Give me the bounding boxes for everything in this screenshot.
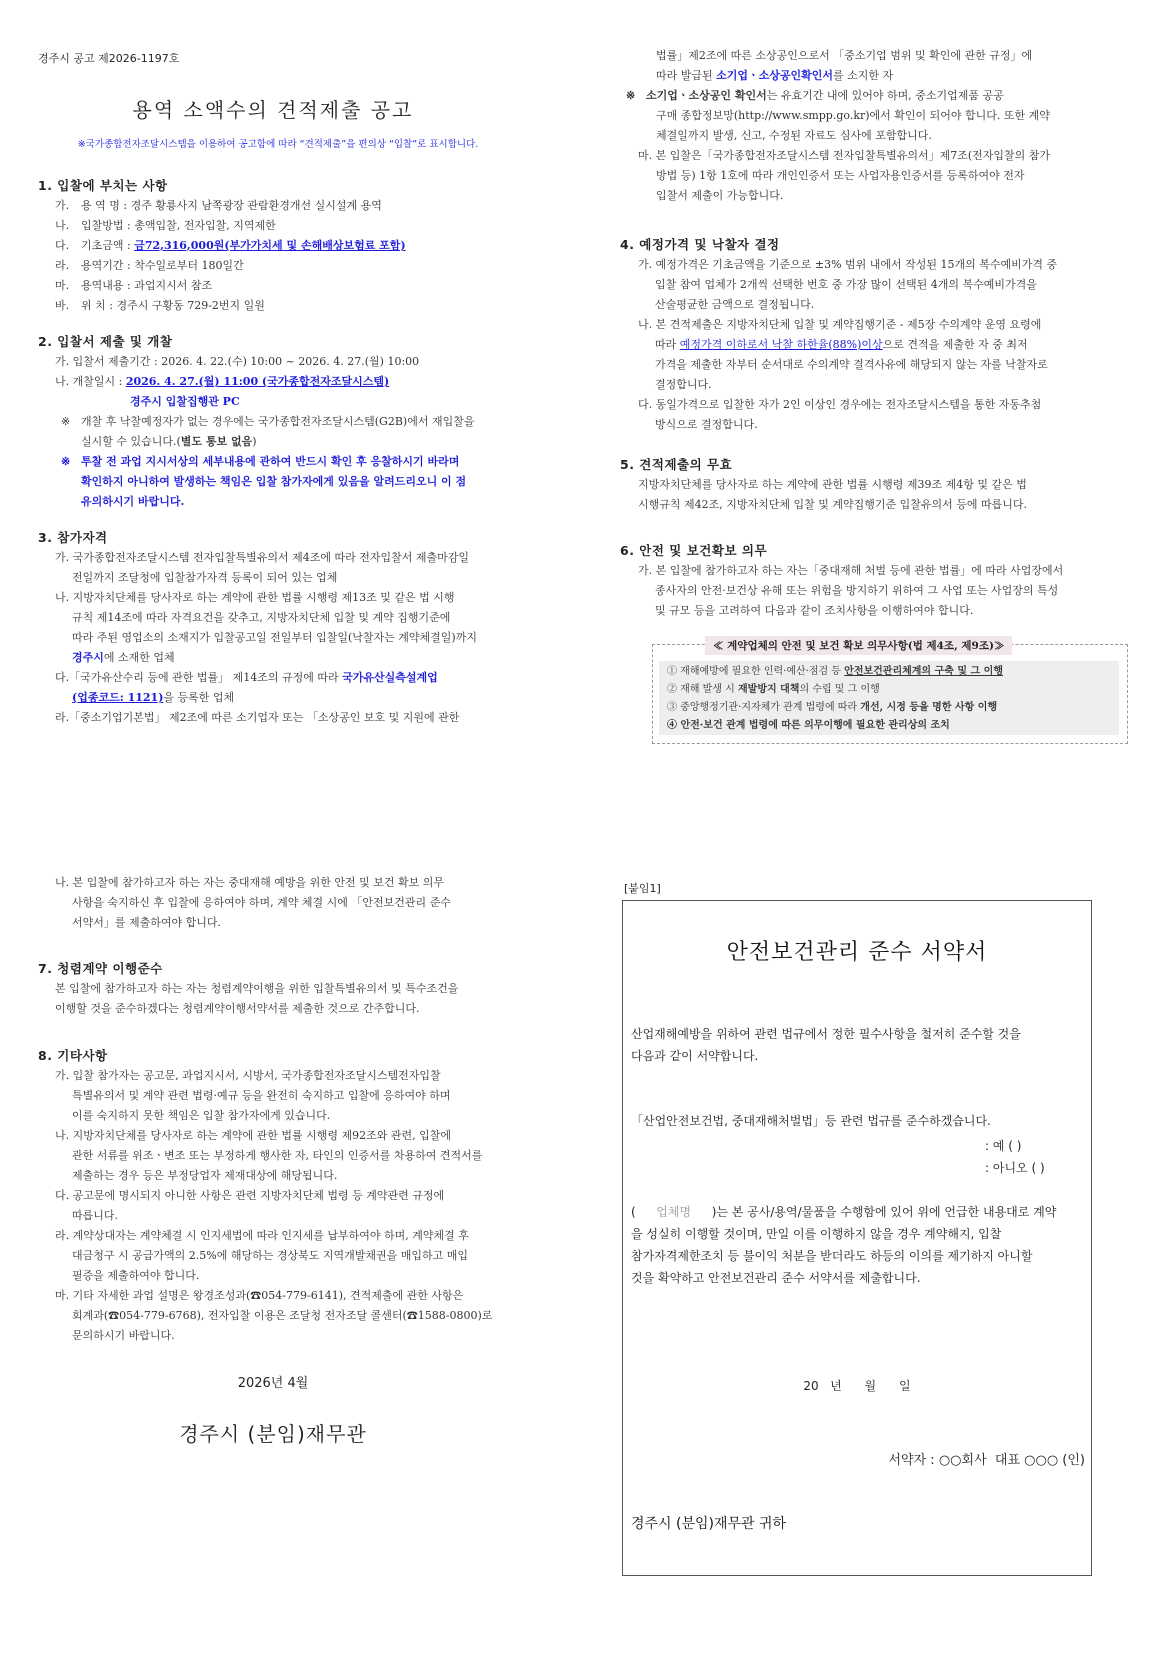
section-1-heading: 1. 입찰에 부치는 사항 bbox=[38, 178, 168, 193]
sme-note: 는 유효기간 내에 있어야 하며, 중소기업제품 공공 bbox=[766, 89, 1004, 102]
misc-ga-cont: 특별유의서 및 계약 관련 법령·예규 등을 완전히 숙지하고 입찰에 응하여야 하며 bbox=[72, 1089, 451, 1102]
pledge-intro-line: 산업재해예방을 위하여 관련 법규에서 정한 필수사항을 철저히 준수할 것을 bbox=[631, 1027, 1021, 1041]
pledge-body-line: 참가자격제한조치 등 불이익 처분을 받더라도 하등의 이의를 제기하지 아니할 bbox=[631, 1249, 1033, 1263]
region-name: 경주시 bbox=[72, 651, 104, 664]
safety-ga-cont: 및 규모 등을 고려하여 다음과 같이 조치사항을 이행하여야 합니다. bbox=[655, 604, 974, 617]
misc-ma: 마. 기타 자세한 과업 설명은 왕경조성과(☎054-779-6141), 견적제출에 관한 사항은 bbox=[55, 1289, 464, 1302]
qualification-na-cont: 규칙 제14조에 따라 자격요건을 갖추고, 지방자치단체 입찰 및 계약 집행기준에 bbox=[72, 611, 451, 624]
paren-open: ( bbox=[631, 1205, 636, 1219]
section-3-body bbox=[55, 548, 535, 728]
pledge-recipient: 경주시 (분임)재무관 귀하 bbox=[631, 1516, 787, 1532]
qualification-da: 다.「국가유산수리 등에 관한 법률」 제14조의 규정에 따라 bbox=[55, 671, 343, 684]
sme-note-line2: 구매 종합정보망(http://www.smpp.go.kr)에서 확인이 되어야 합니다. 또한 계약 bbox=[656, 109, 1050, 122]
safety-na-line: 사항을 숙지하신 후 입찰에 응하여야 하며, 계약 체결 시에 「안전보건관리 준수 bbox=[72, 896, 451, 909]
no-notice-text: 별도 통보 없음 bbox=[180, 435, 253, 448]
safety-item-text: ② 재해 발생 시 bbox=[667, 684, 739, 695]
note-mark: ※ bbox=[61, 415, 71, 428]
service-location: 위 치 : 경주시 구황동 729-2번지 일원 bbox=[81, 299, 265, 312]
note-mark: ※ bbox=[626, 89, 636, 102]
sme-certificate: 소기업ㆍ소상공인확인서 bbox=[716, 69, 834, 82]
pledge-date[interactable]: 20 년 월 일 bbox=[803, 1379, 911, 1393]
price-ga-cont: 입찰 참여 업체가 2개씩 선택한 번호 중 가장 많이 선택된 4개의 복수예비가격을 bbox=[655, 278, 1037, 291]
sme-note-line3: 체결일까지 발생, 신고, 수정된 자료도 심사에 포함합니다. bbox=[656, 129, 932, 142]
notice-date: 2026년 4월 bbox=[237, 1376, 309, 1391]
section-2-body bbox=[55, 352, 535, 512]
qualification-na: 나. 지방자치단체를 당사자로 하는 계약에 관한 법률 시행령 제13조 및 같은 법 시행 bbox=[55, 591, 455, 604]
license-suffix: 을 등록한 업체 bbox=[163, 691, 235, 704]
section-7-body bbox=[55, 979, 535, 1019]
integrity-line: 이행할 것을 준수하겠다는 청렴계약이행서약서를 제출한 것으로 간주합니다. bbox=[55, 1002, 420, 1015]
attachment-label: [붙임1] bbox=[624, 882, 661, 895]
misc-ga: 가. 입찰 참가자는 공고문, 과업지시서, 시방서, 국가종합전자조달시스템전자입찰 bbox=[55, 1069, 441, 1082]
item-marker: 나. bbox=[55, 219, 70, 232]
service-period: 용역기간 : 착수일로부터 180일간 bbox=[81, 259, 244, 272]
misc-na-cont: 관한 서류를 위조ㆍ변조 또는 부정하게 행사한 자, 타인의 인증서를 차용하여 견적서를 bbox=[72, 1149, 483, 1162]
misc-ra-cont: 대금청구 시 공급가액의 2.5%에 해당하는 경상북도 지역개발채권을 매입하고 매입 bbox=[72, 1249, 468, 1262]
safety-item bbox=[667, 699, 1119, 717]
safety-item bbox=[667, 681, 1119, 699]
safety-item-text: ③ 중앙행정기관·지자체가 관계 법령에 따라 bbox=[667, 702, 861, 713]
section-6-body bbox=[638, 561, 1133, 621]
caution-note: 투찰 전 과업 지시서상의 세부내용에 관하여 반드시 확인 후 응찰하시기 바라며 bbox=[81, 455, 460, 468]
safety-item-bold: 재발방지 대책 bbox=[738, 684, 800, 695]
safety-item-text: 의 수립 및 그 이행 bbox=[799, 684, 880, 695]
qualification-ga: 가. 국가종합전자조달시스템 전자입찰특별유의서 제4조에 따라 전자입찰서 제출마감일 bbox=[55, 551, 470, 564]
item-marker: 마. bbox=[55, 279, 70, 292]
safety-ga: 가. 본 입찰에 참가하고자 하는 자는「중대재해 처벌 등에 관한 법률」에 따라 사업장에서 bbox=[638, 564, 1064, 577]
misc-na-cont: 제출하는 경우 등은 부정당업자 제재대상에 해당됩니다. bbox=[72, 1169, 338, 1182]
license-type: 국가유산실측설계업 bbox=[342, 671, 438, 684]
safety-box-list bbox=[659, 661, 1119, 735]
safety-item bbox=[667, 663, 1119, 681]
company-name-field[interactable]: 업체명 bbox=[656, 1205, 692, 1219]
qualification-ga-cont: 전일까지 조달청에 입찰참가자격 등록이 되어 있는 업체 bbox=[72, 571, 338, 584]
pledge-body bbox=[631, 1201, 1086, 1289]
misc-na: 나. 지방자치단체를 당사자로 하는 계약에 관한 법률 시행령 제92조와 관련, 입찰에 bbox=[55, 1129, 451, 1142]
min-rate: 예정가격 이하로서 낙찰 하한율(88%)이상 bbox=[679, 338, 883, 351]
price-ga: 가. 예정가격은 기초금액을 기준으로 ±3% 범위 내에서 작성된 15개의 복수예비가격 중 bbox=[638, 258, 1058, 271]
opening-place: 경주시 입찰집행관 PC bbox=[130, 395, 240, 408]
item-marker: 가. bbox=[55, 199, 70, 212]
price-da: 다. 동일가격으로 입찰한 자가 2인 이상인 경우에는 전자조달시스템을 통한 자동추첨 bbox=[638, 398, 1042, 411]
issuer: 경주시 (분임)재무관 bbox=[179, 1422, 367, 1446]
safety-na bbox=[55, 873, 535, 933]
misc-ra: 라. 계약상대자는 계약체결 시 인지세법에 따라 인지세를 납부하여야 하며, 계약체결 후 bbox=[55, 1229, 469, 1242]
price-ga-cont: 산술평균한 금액으로 결정됩니다. bbox=[655, 298, 815, 311]
item-marker: 다. bbox=[55, 239, 70, 252]
industry-code: (업종코드: 1121) bbox=[72, 691, 164, 704]
pledge-title: 안전보건관리 준수 서약서 bbox=[726, 940, 988, 965]
section-5-heading: 5. 견적제출의 무효 bbox=[620, 457, 733, 472]
pledge-signer[interactable]: 서약자 : ○○회사 대표 ○○○ (인) bbox=[888, 1453, 1085, 1468]
misc-ma-cont: 문의하시기 바랍니다. bbox=[72, 1329, 175, 1342]
choice-no[interactable]: : 아니오 ( ) bbox=[985, 1161, 1045, 1175]
section-1-items bbox=[55, 196, 535, 316]
invalid-line: 지방자치단체를 당사자로 하는 계약에 관한 법률 시행령 제39조 제4항 및 같은 법 bbox=[638, 478, 1027, 491]
sme-note-bold: 소기업ㆍ소상공인 확인서 bbox=[646, 89, 767, 102]
region-suffix: 에 소재한 업체 bbox=[103, 651, 175, 664]
pledge-intro-line: 다음과 같이 서약합니다. bbox=[631, 1049, 759, 1063]
opening-datetime: 2026. 4. 27.(월) 11:00 (국가종합전자조달시스템) bbox=[125, 375, 390, 388]
pledge-choice bbox=[985, 1135, 1045, 1179]
ra-cont-suffix: 를 소지한 자 bbox=[833, 69, 894, 82]
pledge-body-line: 것을 확약하고 안전보건관리 준수 서약서를 제출합니다. bbox=[631, 1271, 921, 1285]
misc-ga-cont: 이를 숙지하지 못한 책임은 입찰 참가자에게 있습니다. bbox=[72, 1109, 331, 1122]
qualification-ra: 라.「중소기업기본법」 제2조에 따른 소기업자 또는 「소상공인 보호 및 지원에 관한 bbox=[55, 711, 460, 724]
safety-item: ④ 안전·보건 관계 법령에 따른 의무이행에 필요한 관리상의 조치 bbox=[667, 720, 950, 731]
safety-na-line: 서약서」를 제출하여야 합니다. bbox=[72, 916, 222, 929]
price-da-cont: 방식으로 결정합니다. bbox=[655, 418, 758, 431]
section-6-heading: 6. 안전 및 보건확보 의무 bbox=[620, 543, 768, 558]
safety-item-text: ① 재해예방에 필요한 인력·예산·점검 등 bbox=[667, 666, 845, 677]
service-content: 용역내용 : 과업지시서 참조 bbox=[81, 279, 213, 292]
base-amount-label: 기초금액 : bbox=[81, 239, 135, 252]
page-title: 용역 소액수의 견적제출 공고 bbox=[132, 98, 414, 122]
note-mark: ※ bbox=[61, 455, 71, 468]
paren-close: ) bbox=[252, 435, 257, 448]
service-name: 용 역 명 : 경주 황룡사지 남쪽광장 관람환경개선 실시설계 용역 bbox=[81, 199, 382, 212]
integrity-line: 본 입찰에 참가하고자 하는 자는 청렴계약이행을 위한 입찰특별유의서 및 특수조건을 bbox=[55, 982, 459, 995]
qualification-na-cont: 따라 주된 영업소의 소재지가 입찰공고일 전일부터 입찰일(낙찰자는 계약체결일)까지 bbox=[72, 631, 477, 644]
qualification-ma-cont: 입찰서 제출이 가능합니다. bbox=[656, 189, 784, 202]
section-7-heading: 7. 청렴계약 이행준수 bbox=[38, 961, 163, 976]
safety-box-title: ≪ 계약업체의 안전 및 보건 확보 의무사항(법 제4조, 제9조)≫ bbox=[705, 636, 1012, 655]
ra-cont-prefix: 따라 발급된 bbox=[656, 69, 717, 82]
pledge-body-line: 을 성실히 이행할 것이며, 만일 이를 이행하지 않을 경우 계약해지, 입찰 bbox=[631, 1227, 1002, 1241]
section-8-heading: 8. 기타사항 bbox=[38, 1048, 108, 1063]
notice-number: 경주시 공고 제2026-1197호 bbox=[38, 52, 180, 65]
safety-item-bold: 안전보건관리체계의 구축 및 그 이행 bbox=[844, 666, 1003, 677]
section-4-body bbox=[638, 255, 1133, 435]
pledge-intro bbox=[631, 1023, 1086, 1067]
title-note: ※국가종합전자조달시스템을 이용하여 공고함에 따라 “견적제출”을 편의상 “입찰”로 표시합니다. bbox=[77, 139, 479, 150]
rebid-note-cont: 실시할 수 있습니다.( bbox=[81, 435, 181, 448]
pledge-form bbox=[622, 900, 1092, 1576]
section-4-heading: 4. 예정가격 및 낙찰자 결정 bbox=[620, 237, 780, 252]
caution-note-end: 유의하시기 바랍니다. bbox=[81, 495, 185, 508]
section-8-body bbox=[55, 1066, 535, 1346]
section-2-heading: 2. 입찰서 제출 및 개찰 bbox=[38, 334, 173, 349]
ra-cont-line1: 법률」제2조에 따른 소상공인으로서 「중소기업 범위 및 확인에 관한 규정」에 bbox=[656, 49, 1033, 62]
bid-method: 입찰방법 : 총액입찰, 전자입찰, 지역제한 bbox=[81, 219, 276, 232]
pledge-body-line: )는 본 공사/용역/물품을 수행함에 있어 위에 언급한 내용대로 계약 bbox=[711, 1205, 1057, 1219]
safety-ga-cont: 종사자의 안전·보건상 유해 또는 위험을 방지하기 위하여 그 사업 또는 사업장의 특성 bbox=[655, 584, 1059, 597]
base-amount: 금72,316,000원(부가가치세 및 손해배상보험료 포함) bbox=[134, 239, 406, 252]
qualification-ra-continued bbox=[620, 46, 1130, 206]
section-5-body bbox=[638, 475, 1133, 515]
price-na-cont: 결정합니다. bbox=[655, 378, 712, 391]
invalid-line: 시행규칙 제42조, 지방자치단체 입찰 및 계약집행기준 입찰유의서 등에 따릅니다. bbox=[638, 498, 1027, 511]
submission-period: 가. 입찰서 제출기간 : 2026. 4. 22.(수) 10:00 ~ 2026. 4. 27.(월) 10:00 bbox=[55, 355, 420, 368]
misc-da-cont: 따릅니다. bbox=[72, 1209, 119, 1222]
price-na-cont: 가격을 제출한 자부터 순서대로 수의계약 결격사유에 해당되지 않는 자를 낙찰자로 bbox=[655, 358, 1048, 371]
pledge-law-line: 「산업안전보건법, 중대재해처벌법」등 관련 법규를 준수하겠습니다. bbox=[631, 1114, 991, 1128]
section-3-heading: 3. 참가자격 bbox=[38, 530, 108, 545]
misc-ra-cont: 필증을 제출하여야 합니다. bbox=[72, 1269, 200, 1282]
item-marker: 라. bbox=[55, 259, 70, 272]
misc-ma-cont: 회계과(☎054-779-6768), 전자입찰 이용은 조달청 전자조달 콜센터(☎1588-0800)로 bbox=[72, 1309, 493, 1322]
misc-da: 다. 공고문에 명시되지 아니한 사항은 관련 지방자치단체 법령 등 계약관련 규정에 bbox=[55, 1189, 445, 1202]
price-na-suffix: 으로 견적을 제출한 자 중 최저 bbox=[882, 338, 1028, 351]
caution-note-cont: 확인하지 아니하여 발생하는 책임은 입찰 참가자에게 있음을 알려드리오니 이 점 bbox=[81, 475, 467, 488]
qualification-ma-cont: 방법 등) 1항 1호에 따라 개인인증서 또는 사업자용인증서를 등록하여야 전자 bbox=[656, 169, 1025, 182]
rebid-note: 개찰 후 낙찰예정자가 없는 경우에는 국가종합전자조달시스템(G2B)에서 재입찰을 bbox=[81, 415, 475, 428]
safety-item-bold: 개선, 시정 등을 명한 사항 이행 bbox=[860, 702, 998, 713]
safety-na-line: 나. 본 입찰에 참가하고자 하는 자는 중대재해 예방을 위한 안전 및 보건 확보 의무 bbox=[55, 876, 444, 889]
safety-obligations-box bbox=[652, 640, 1128, 744]
qualification-ma: 마. 본 입찰은「국가종합전자조달시스템 전자입찰특별유의서」제7조(전자입찰의 참가 bbox=[638, 149, 1051, 162]
opening-label: 나. 개찰일시 : bbox=[55, 375, 126, 388]
choice-yes[interactable]: : 예 ( ) bbox=[985, 1139, 1022, 1153]
price-na-prefix: 따라 bbox=[655, 338, 680, 351]
price-na: 나. 본 견적제출은 지방자치단체 입찰 및 계약집행기준 - 제5장 수의계약 운영 요령에 bbox=[638, 318, 1042, 331]
item-marker: 바. bbox=[55, 299, 70, 312]
